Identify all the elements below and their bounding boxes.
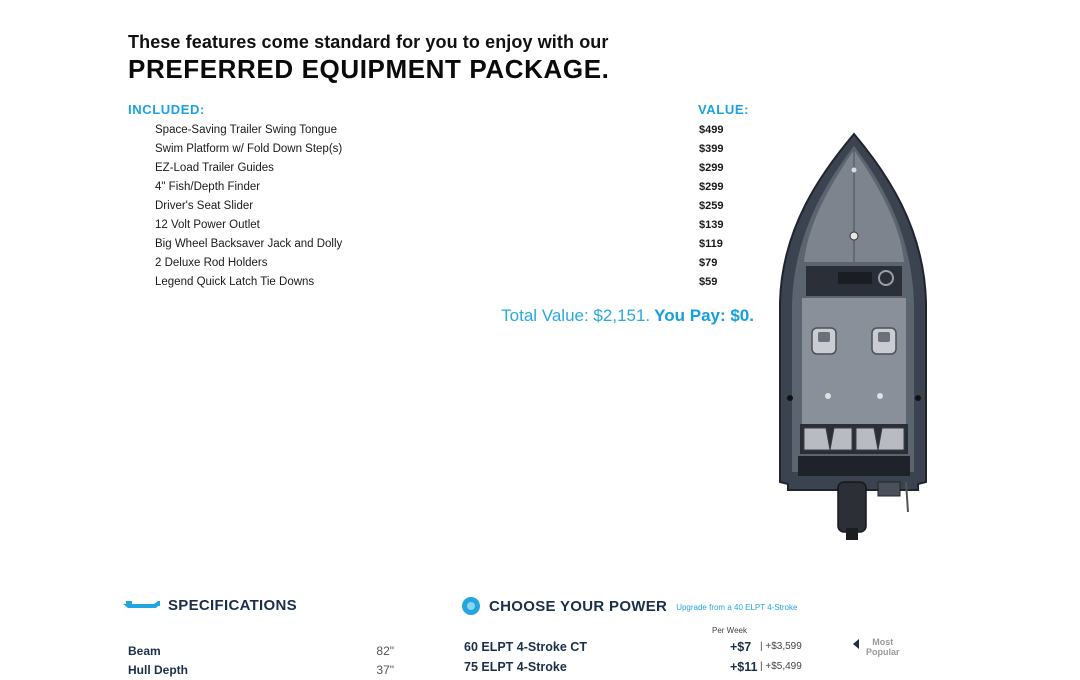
spec-value: 82" bbox=[376, 644, 394, 658]
item-name: 12 Volt Power Outlet bbox=[155, 219, 260, 231]
spec-row-beam bbox=[128, 641, 394, 661]
item-value: $499 bbox=[699, 124, 724, 136]
item-name: 2 Deluxe Rod Holders bbox=[155, 257, 268, 269]
list-item bbox=[155, 121, 755, 140]
item-value: $59 bbox=[699, 276, 718, 288]
total-value: Total Value: $2,151. bbox=[501, 306, 651, 325]
you-pay: You Pay: $0. bbox=[654, 306, 754, 325]
list-item bbox=[155, 159, 755, 178]
list-item bbox=[155, 235, 755, 254]
item-name: EZ-Load Trailer Guides bbox=[155, 162, 274, 174]
item-name: Big Wheel Backsaver Jack and Dolly bbox=[155, 238, 343, 250]
list-item bbox=[155, 197, 755, 216]
per-week-label: Per Week bbox=[712, 626, 747, 635]
power-header bbox=[462, 596, 797, 616]
arrow-left-icon bbox=[853, 639, 859, 649]
list-item bbox=[155, 273, 755, 292]
engine-option[interactable] bbox=[464, 637, 914, 657]
power-title: CHOOSE YOUR POWER bbox=[489, 597, 668, 615]
badge-line-2: Popular bbox=[866, 647, 900, 657]
engine-option[interactable] bbox=[464, 657, 914, 677]
most-popular-badge bbox=[856, 637, 900, 657]
spec-label: Hull Depth bbox=[128, 663, 188, 677]
included-label: INCLUDED: bbox=[128, 102, 205, 117]
specifications-title: SPECIFICATIONS bbox=[168, 596, 297, 614]
item-value: $79 bbox=[699, 257, 718, 269]
engine-weekly: +$11 bbox=[730, 660, 758, 674]
engine-price: | +$3,599 bbox=[760, 641, 802, 652]
spec-value: 37" bbox=[376, 663, 394, 677]
item-name: Swim Platform w/ Fold Down Step(s) bbox=[155, 143, 343, 155]
engine-name: 60 ELPT 4-Stroke CT bbox=[464, 640, 587, 654]
list-item bbox=[155, 216, 755, 235]
power-subtitle: Upgrade from a 40 ELPT 4-Stroke bbox=[676, 603, 798, 612]
list-item bbox=[155, 254, 755, 273]
included-items-list bbox=[155, 121, 755, 292]
item-value: $399 bbox=[699, 143, 724, 155]
list-item bbox=[155, 140, 755, 159]
engine-price: | +$5,499 bbox=[760, 661, 802, 672]
item-value: $259 bbox=[699, 200, 724, 212]
engine-name: 75 ELPT 4-Stroke bbox=[464, 660, 567, 674]
value-label: VALUE: bbox=[698, 102, 750, 117]
item-value: $299 bbox=[699, 181, 724, 193]
item-name: 4" Fish/Depth Finder bbox=[155, 181, 261, 193]
list-item bbox=[155, 178, 755, 197]
boat-silhouette-icon bbox=[122, 598, 162, 612]
page-title: PREFERRED EQUIPMENT PACKAGE. bbox=[128, 54, 610, 84]
specifications-header bbox=[122, 596, 297, 614]
spec-label: Beam bbox=[128, 644, 161, 658]
intro-text: These features come standard for you to enjoy with our bbox=[128, 32, 609, 52]
power-circle-icon bbox=[462, 597, 480, 615]
total-value-line bbox=[501, 306, 754, 326]
item-value: $119 bbox=[699, 238, 723, 250]
boat-top-view-image bbox=[776, 132, 936, 542]
item-value: $139 bbox=[699, 219, 724, 231]
spec-row-hull-depth bbox=[128, 660, 394, 680]
engine-weekly: +$7 bbox=[730, 640, 752, 654]
item-name: Legend Quick Latch Tie Downs bbox=[155, 276, 315, 288]
item-name: Space-Saving Trailer Swing Tongue bbox=[155, 124, 337, 136]
item-value: $299 bbox=[699, 162, 724, 174]
badge-line-1: Most bbox=[872, 637, 894, 647]
item-name: Driver's Seat Slider bbox=[155, 200, 254, 212]
